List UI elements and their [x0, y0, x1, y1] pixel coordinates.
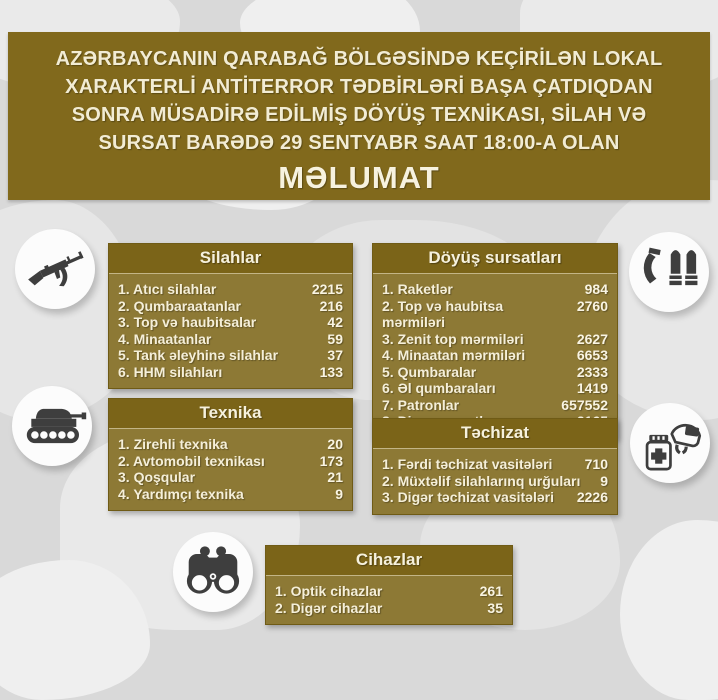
stat-label: 6. Əl qumbaraları — [382, 380, 496, 396]
stat-value: 59 — [327, 330, 343, 347]
stat-row — [382, 364, 608, 381]
panel-title-equipment: Təchizat — [373, 419, 617, 449]
tank-icon — [12, 386, 92, 466]
page-title — [8, 45, 710, 157]
stat-value: 133 — [319, 363, 343, 380]
stat-row — [118, 347, 343, 364]
stat-label: 5. Qumbaralar — [382, 363, 477, 380]
stat-label: 3. Qoşqular — [118, 469, 196, 485]
stat-label: 2. Digər cihazlar — [275, 599, 383, 616]
stat-row — [382, 347, 608, 364]
stat-label: 2. Müxtəlif silahlarınq urğuları — [382, 472, 581, 489]
stat-label: 5. Tank əleyhinə silahlar — [118, 347, 279, 363]
stat-value: 2627 — [576, 330, 608, 347]
stat-label: 1. Zirehli texnika — [118, 436, 228, 452]
stat-row — [382, 281, 608, 298]
header-band — [8, 32, 710, 200]
panel-title-weapons: Silahlar — [109, 244, 352, 274]
camo-blob — [620, 520, 718, 700]
panel-body-vehicles — [109, 429, 352, 510]
stat-row — [382, 380, 608, 397]
panel-weapons — [108, 243, 353, 389]
stat-value: 35 — [487, 599, 503, 616]
stat-label: 2. Qumbaraatanlar — [118, 297, 241, 314]
stat-label: 6. HHM silahları — [118, 363, 223, 380]
title-word: MƏLUMAT — [278, 160, 440, 195]
stat-label: 3. Zenit top mərmiləri — [382, 330, 524, 347]
panel-devices — [265, 545, 513, 625]
stat-label: 3. Digər təchizat vasitələri — [382, 489, 554, 505]
stat-row — [118, 436, 343, 453]
stat-value: 657552 — [561, 396, 608, 413]
stat-row — [275, 583, 503, 600]
stat-value: 710 — [584, 456, 608, 472]
stat-value: 2226 — [576, 489, 608, 505]
stat-row — [118, 314, 343, 331]
title-line-4: SURSAT BARƏDƏ 29 SENTYABR SAAT 18:00-A OLAN — [98, 132, 620, 154]
panel-title-ammunition: Döyüş sursatları — [373, 244, 617, 274]
binoculars-icon — [173, 532, 253, 612]
stat-row — [118, 331, 343, 348]
stat-row — [382, 456, 608, 473]
stat-label: 3. Top və haubitsalar — [118, 314, 257, 330]
stat-label: 1. Atıcı silahlar — [118, 281, 217, 297]
stat-value: 21 — [327, 469, 343, 485]
stat-label: 4. Yardımçı texnika — [118, 485, 244, 502]
panel-body-devices — [266, 576, 512, 624]
stat-row — [118, 298, 343, 315]
stat-value: 2760 — [576, 297, 608, 314]
stat-label: 1. Optik cihazlar — [275, 583, 383, 599]
stat-row — [382, 331, 608, 348]
panel-title-vehicles: Texnika — [109, 399, 352, 429]
rifle-icon — [15, 229, 95, 309]
panel-ammunition — [372, 243, 618, 439]
stat-value: 2333 — [576, 363, 608, 380]
panel-body-weapons — [109, 274, 352, 388]
stat-value: 173 — [319, 452, 343, 469]
panel-vehicles — [108, 398, 353, 511]
stat-value: 216 — [319, 297, 343, 314]
stat-value: 984 — [584, 281, 608, 297]
stat-row — [275, 600, 503, 617]
stat-value: 9 — [335, 485, 343, 502]
stat-row — [382, 298, 608, 331]
stat-value: 261 — [479, 583, 503, 599]
stat-row — [382, 473, 608, 490]
magazine-bullets-icon — [629, 232, 709, 312]
stat-value: 20 — [327, 436, 343, 452]
stat-label: 4. Minaatanlar — [118, 330, 212, 347]
stat-value: 42 — [327, 314, 343, 330]
panel-body-ammunition — [373, 274, 617, 438]
stat-value: 6653 — [576, 347, 608, 363]
stat-row — [118, 281, 343, 298]
title-line-2: XARAKTERLİ ANTİTERROR TƏDBİRLƏRİ BAŞA ÇATDIQDAN — [65, 76, 653, 98]
stat-row — [118, 364, 343, 381]
title-line-3: SONRA MÜSADİRƏ EDİLMİŞ DÖYÜŞ TEXNİKASI, SİLAH VƏ — [71, 104, 647, 126]
panel-body-equipment — [373, 449, 617, 514]
stat-row — [382, 397, 608, 414]
stat-label: 1. Raketlər — [382, 281, 453, 297]
title-line-1: AZƏRBAYCANIN QARABAĞ BÖLGƏSİNDƏ KEÇİRİLƏN LOKAL — [55, 48, 663, 70]
stat-value: 2215 — [311, 281, 343, 297]
stat-row — [118, 469, 343, 486]
stat-value: 9 — [600, 472, 608, 489]
stat-label: 4. Minaatan mərmiləri — [382, 347, 526, 363]
panel-equipment — [372, 418, 618, 515]
stat-label: 2. Top və haubitsa mərmiləri — [382, 297, 504, 330]
stat-row — [382, 489, 608, 506]
stat-label: 7. Patronlar — [382, 396, 460, 413]
stat-row — [118, 453, 343, 470]
stat-label: 2. Avtomobil texnikası — [118, 452, 265, 469]
stat-label: 1. Fərdi təchizat vasitələri — [382, 456, 553, 472]
stat-value: 37 — [327, 347, 343, 363]
panel-title-devices: Cihazlar — [266, 546, 512, 576]
stat-row — [118, 486, 343, 503]
stat-value: 1419 — [576, 380, 608, 396]
helmet-medkit-icon — [630, 403, 710, 483]
